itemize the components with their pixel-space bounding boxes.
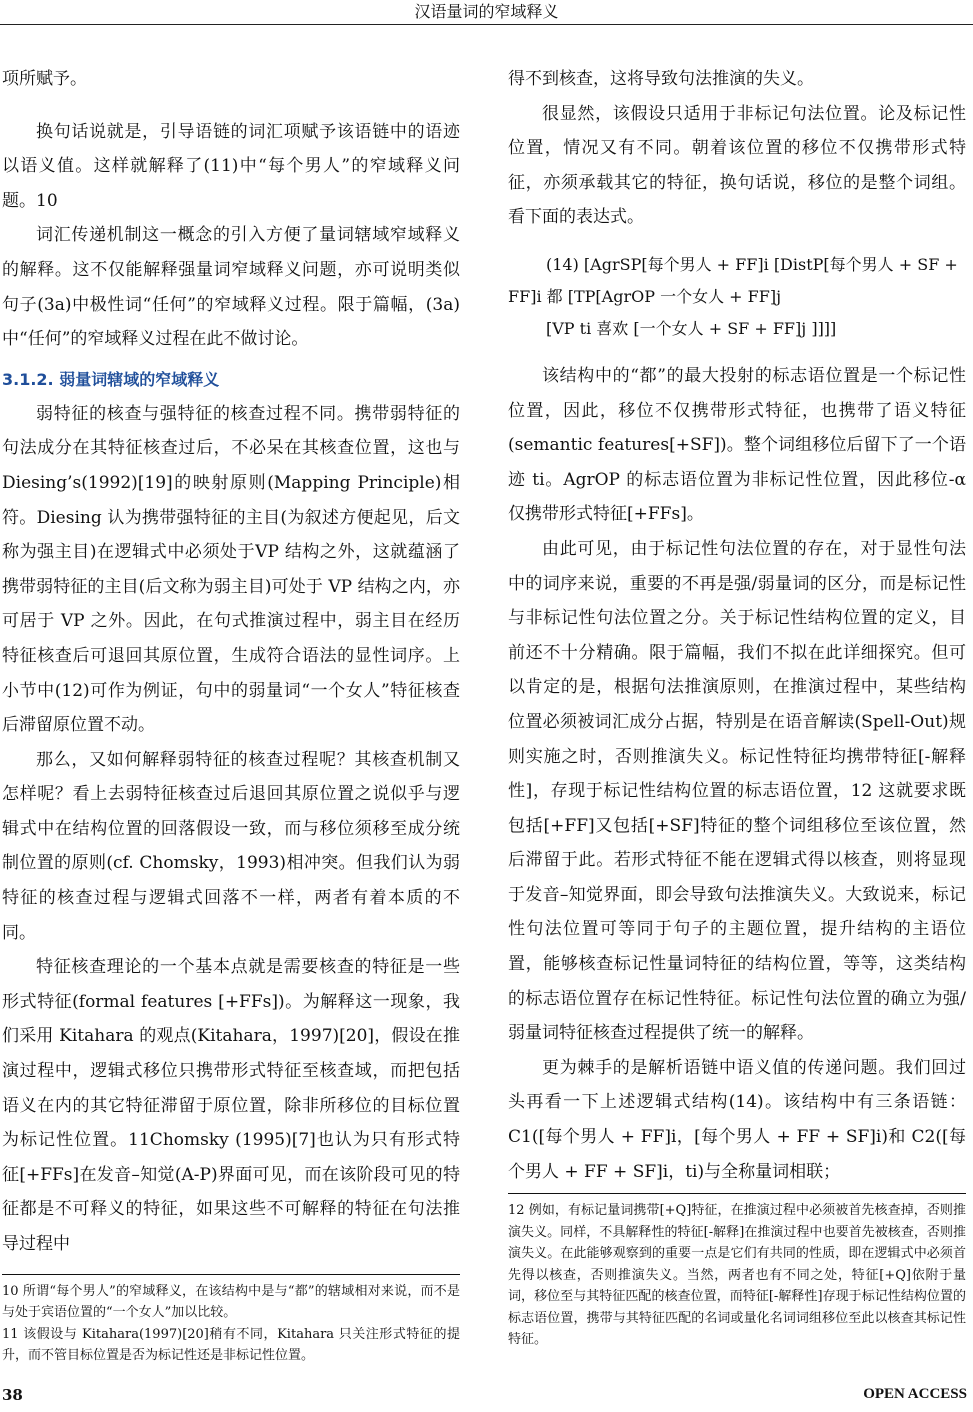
paragraph: 更为棘手的是解析语链中语义值的传递问题。我们回过头再看一下上述逻辑式结构(14)。该结构中有三条语链：C1([每个男人 + FF]i，[每个男人 + FF + SF]i)和 C2([每个男人 + FF + SF]i，ti)与全称量词相联；	[508, 1057, 966, 1182]
paragraph: 得不到核查，这将导致句法推演的失义。	[508, 69, 814, 89]
formula-line: FF]i 都 [TP[AgrOP 一个女人 + FF]j	[508, 286, 782, 306]
paragraph: 该结构中的“都”的最大投射的标志语位置是一个标记性位置，因此，移位不仅携带形式特征，也携带了语义特征(semantic features[+SF])。整个词组移位后留下了一个语迹 ti。AgrOP 的标志语位置为非标记性位置，因此移位-α 仅携带形式特征[+FFs]。	[508, 365, 966, 525]
paragraph: 特征核查理论的一个基本点就是需要核查的特征是一些形式特征(formal features [+FFs])。为解释这一现象，我们采用 Kitahara 的观点(Kitahara，1997)[20]，假设在推演过程中，逻辑式移位只携带形式特征至核查域，而把包括语义在内的其它特征滞留于原位置，除非所移位的目标位置为标记性位置。11Chomsky (1995)[7]也认为只有形式特征[+FFs]在发音–知觉(A-P)界面可见，而在该阶段可见的特征都是不可释义的特征，如果这些不可解释的特征在句法推导过程中	[2, 957, 460, 1254]
footnote: 11 该假设与 Kitahara(1997)[20]稍有不同，Kitahara 只关注形式特征的提升，而不管目标位置是否为标记性还是非标记性位置。	[2, 1326, 460, 1364]
formula-line: [VP ti 喜欢 [一个女人 + SF + FF]j ]]]]	[546, 318, 837, 338]
footnote: 10 所谓“每个男人”的窄域释义，在该结构中是与“都”的辖域相对来说，而不是与处于宾语位置的“一个女人”加以比较。	[2, 1283, 460, 1321]
section-heading: 3.1.2. 弱量词辖域的窄域释义	[2, 369, 220, 389]
footnote-divider	[508, 1193, 966, 1194]
open-access-label: OPEN ACCESS	[863, 1386, 967, 1402]
paragraph: 那么，又如何解释弱特征的核查过程呢？其核查机制又怎样呢？看上去弱特征核查过后退回其原位置之说似乎与逻辑式中在结构位置的回落假设一致，而与移位须移至成分统制位置的原则(cf. Chomsky，1993)相冲突。但我们认为弱特征的核查过程与逻辑式回落不一样，两者有着本质的不同。	[2, 749, 460, 943]
formula-14	[508, 249, 966, 345]
formula-line: (14) [AgrSP[每个男人 + FF]i [DistP[每个男人 + SF +	[546, 254, 958, 274]
paragraph: 由此可见，由于标记性句法位置的存在，对于显性句法中的词序来说，重要的不再是强/弱量词的区分，而是标记性与非标记性句法位置之分。关于标记性结构位置的定义，目前还不十分精确。限于篇幅，我们不拟在此详细探究。但可以肯定的是，根据句法推演原则，在推演过程中，某些结构位置必须被词汇成分占据，特别是在语音解读(Spell-Out)规则实施之时，否则推演失义。标记性特征均携带特征[-解释性]，存现于标记性结构位置的标志语位置，12 这就要求既包括[+FF]又包括[+SF]特征的整个词组移位至该位置，然后滞留于此。若形式特征不能在逻辑式得以核查，则将显现于发音–知觉界面，即会导致句法推演失义。大致说来，标记性句法位置可等同于句子的主题位置，提升结构的主语位置，能够核查标记性量词特征的结构位置，等等，这类结构的标志语位置存在标记性特征。标记性句法位置的确立为强/弱量词特征核查过程提供了统一的解释。	[508, 538, 966, 1044]
right-column	[508, 62, 966, 1351]
footnote: 12 例如，有标记量词携带[+Q]特征，在推演过程中必须被首先核查掉，否则推演失义。同样，不具解释性的特征[-解释]在推演过程中也要首先被核查，否则推演失义。在此能够观察到的重要一点是它们有共同的性质，即在逻辑式中必须首先得以核查，否则推演失义。当然，两者也有不同之处，特征[+Q]依附于量词，移位至与其特征匹配的核查位置，而特征[-解释性]存现于标记性结构位置的标志语位置，携带与其特征匹配的名词或量化名词词组移位至此以核查其标记性特征。	[508, 1203, 966, 1348]
paragraph: 换句话说就是，引导语链的词汇项赋予该语链中的语迹以语义值。这样就解释了(11)中“每个男人”的窄域释义问题。10	[2, 121, 460, 211]
paragraph: 词汇传递机制这一概念的引入方便了量词辖域窄域释义的解释。这不仅能解释强量词窄域释义问题，亦可说明类似句子(3a)中极性词“任何”的窄域释义过程。限于篇幅，(3a)中“任何”的窄域释义过程在此不做讨论。	[2, 225, 460, 350]
paragraph: 弱特征的核查与强特征的核查过程不同。携带弱特征的句法成分在其特征核查过后，不必呆在其核查位置，这也与 Diesing’s(1992)[19]的映射原则(Mapping Principle)相符。Diesing 认为携带强特征的主目(为叙述方便起见，后文称为强主目)在逻辑式中必须处于VP 结构之外，这就蕴涵了携带弱特征的主目(后文称为弱主目)可处于 VP 结构之内，亦可居于 VP 之外。因此，在句式推演过程中，弱主目在经历特征核查后可退回其原位置，生成符合语法的显性词序。上小节中(12)可作为例证，句中的弱量词“一个女人”特征核查后滞留原位置不动。	[2, 403, 460, 736]
page-number: 38	[2, 1386, 23, 1404]
left-column	[2, 62, 460, 1367]
paragraph: 项所赋予。	[2, 69, 87, 89]
running-head-title: 汉语量词的窄域释义	[0, 0, 973, 25]
paragraph: 很显然，该假设只适用于非标记句法位置。论及标记性位置，情况又有不同。朝着该位置的移位不仅携带形式特征，亦须承载其它的特征，换句话说，移位的是整个词组。看下面的表达式。	[508, 103, 966, 228]
footnote-divider	[2, 1274, 460, 1275]
